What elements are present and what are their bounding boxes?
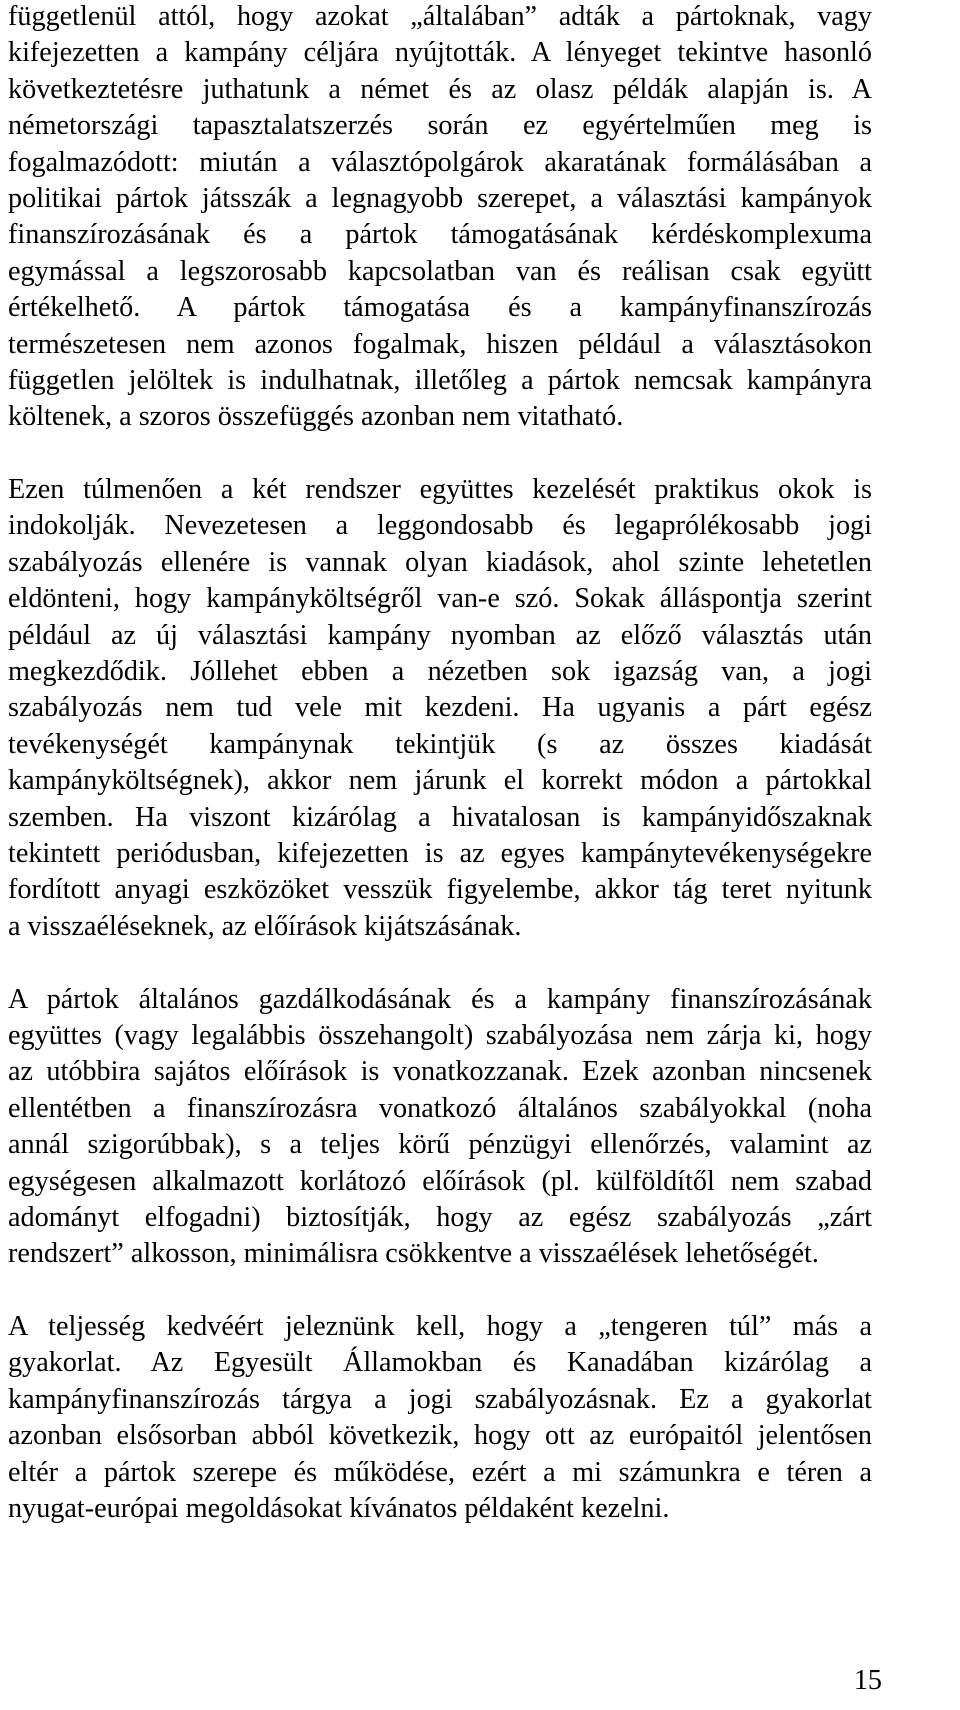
text-line: szemben. Ha viszont kizárólag a hivatalosan is kampányidőszaknak <box>8 801 872 833</box>
paragraph-3 <box>8 982 872 1273</box>
paragraph-4 <box>8 1309 872 1527</box>
text-line: egymással a legszorosabb kapcsolatban van és reálisan csak együtt <box>8 255 872 287</box>
text-line: természetesen nem azonos fogalmak, hiszen például a választásokon <box>8 328 872 360</box>
text-line: azonban elsősorban abból következik, hogy ott az európaitól jelentősen <box>8 1420 872 1452</box>
text-line: fogalmazódott: miután a választópolgárok akaratának formálásában a <box>8 146 872 178</box>
text-line: kampányköltségnek), akkor nem járunk el korrekt módon a pártokkal <box>8 765 872 797</box>
text-line: A pártok általános gazdálkodásának és a kampány finanszírozásának <box>8 983 872 1015</box>
text-line: rendszert” alkosson, minimálisra csökkentve a visszaélések lehetőségét. <box>8 1238 819 1270</box>
text-line: kifejezetten a kampány céljára nyújtották. A lényeget tekintve hasonló <box>8 37 872 69</box>
text-line: németországi tapasztalatszerzés során ez egyértelműen meg is <box>8 110 872 142</box>
text-line: szabályozás ellenére is vannak olyan kiadások, ahol szinte lehetetlen <box>8 546 872 578</box>
text-line: független jelöltek is indulhatnak, illetőleg a pártok nemcsak kampányra <box>8 364 872 396</box>
text-line: szabályozás nem tud vele mit kezdeni. Ha ugyanis a párt egész <box>8 692 872 724</box>
text-line: következtetésre juthatunk a német és az olasz példák alapján is. A <box>8 73 872 105</box>
page-number: 15 <box>853 1665 882 1696</box>
text-line: finanszírozásának és a pártok támogatásának kérdéskomplexuma <box>8 219 872 251</box>
text-line: kampányfinanszírozás tárgya a jogi szabályozásnak. Ez a gyakorlat <box>8 1383 872 1415</box>
text-line: A teljesség kedvéért jeleznünk kell, hogy a „tengeren túl” más a <box>8 1311 872 1343</box>
document-page <box>8 0 872 1564</box>
text-line: az utóbbira sajátos előírások is vonatkozzanak. Ezek azonban nincsenek <box>8 1056 872 1088</box>
text-line: ellentétben a finanszírozásra vonatkozó általános szabályokkal (noha <box>8 1092 872 1124</box>
text-line: megkezdődik. Jóllehet ebben a nézetben sok igazság van, a jogi <box>8 656 872 688</box>
text-line: tekintett periódusban, kifejezetten is az egyes kampánytevékenységekre <box>8 837 872 869</box>
text-line: eldönteni, hogy kampányköltségről van-e szó. Sokak álláspontja szerint <box>8 583 872 615</box>
text-line: gyakorlat. Az Egyesült Államokban és Kanadában kizárólag a <box>8 1347 872 1379</box>
text-line: együttes (vagy legalábbis összehangolt) szabályozása nem zárja ki, hogy <box>8 1019 872 1051</box>
text-line: fordított anyagi eszközöket vesszük figyelembe, akkor tág teret nyitunk <box>8 874 872 906</box>
text-line: tevékenységét kampánynak tekintjük (s az összes kiadását <box>8 728 872 760</box>
text-line: eltér a pártok szerepe és működése, ezért a mi számunkra e téren a <box>8 1456 872 1488</box>
text-line: adományt elfogadni) biztosítják, hogy az egész szabályozás „zárt <box>8 1201 872 1233</box>
text-line: politikai pártok játsszák a legnagyobb szerepet, a választási kampányok <box>8 182 872 214</box>
text-line: értékelhető. A pártok támogatása és a kampányfinanszírozás <box>8 292 872 324</box>
text-line: például az új választási kampány nyomban az előző választás után <box>8 619 872 651</box>
text-line: nyugat-európai megoldásokat kívánatos példaként kezelni. <box>8 1493 670 1525</box>
text-line: függetlenül attól, hogy azokat „általában” adták a pártoknak, vagy <box>8 1 872 32</box>
text-line: egységesen alkalmazott korlátozó előírások (pl. külföldítől nem szabad <box>8 1165 872 1197</box>
text-line: költenek, a szoros összefüggés azonban nem vitatható. <box>8 401 624 433</box>
paragraph-2 <box>8 472 872 945</box>
text-line: Ezen túlmenően a két rendszer együttes kezelését praktikus okok is <box>8 474 872 506</box>
paragraph-1 <box>8 0 872 436</box>
text-line: a visszaéléseknek, az előírások kijátszásának. <box>8 910 522 942</box>
text-line: annál szigorúbbak), s a teljes körű pénzügyi ellenőrzés, valamint az <box>8 1129 872 1161</box>
text-line: indokolják. Nevezetesen a leggondosabb és legaprólékosabb jogi <box>8 510 872 542</box>
